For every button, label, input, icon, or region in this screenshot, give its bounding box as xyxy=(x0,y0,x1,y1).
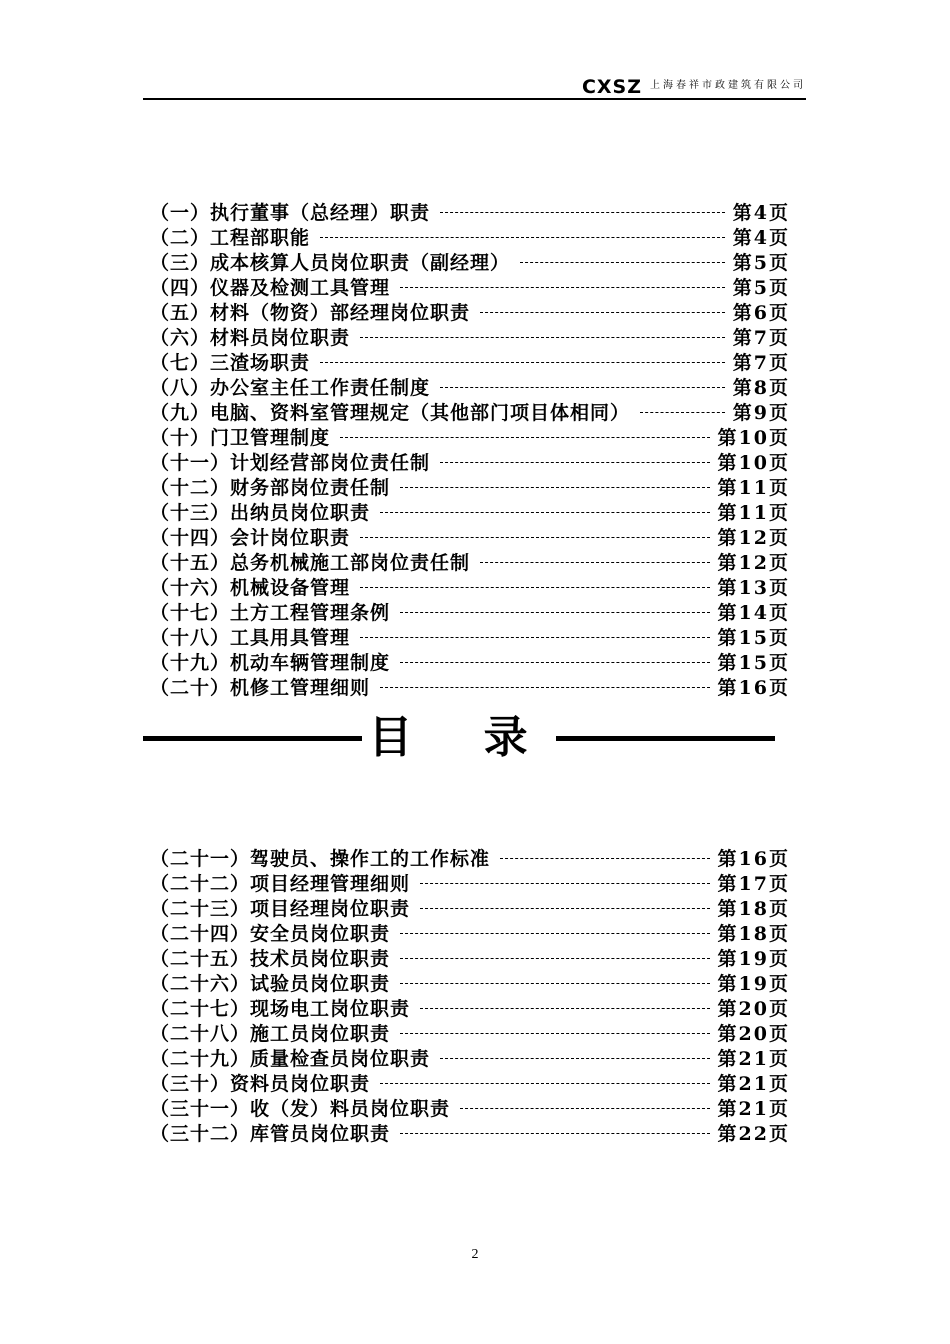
toc-entry-label: （二十三）项目经理岗位职责 xyxy=(150,898,411,920)
toc-entry[interactable] xyxy=(150,945,790,970)
toc-entry-label: （十）门卫管理制度 xyxy=(150,427,331,449)
header-company: 上海春祥市政建筑有限公司 xyxy=(650,80,806,91)
toc-entry[interactable] xyxy=(150,374,790,399)
toc-entry-label: （十二）财务部岗位责任制 xyxy=(150,477,391,499)
toc-leader xyxy=(500,858,710,859)
toc-leader xyxy=(380,512,710,513)
toc-entry[interactable] xyxy=(150,920,790,945)
page-number: 2 xyxy=(471,1247,479,1262)
toc-entry[interactable] xyxy=(150,549,790,574)
toc-entry-label: （十八）工具用具管理 xyxy=(150,627,351,649)
toc-entry-page: 第19页 xyxy=(717,948,790,970)
toc-title: 目 录 xyxy=(368,712,556,763)
toc-entry-page: 第11页 xyxy=(717,477,790,499)
toc-leader xyxy=(640,412,725,413)
toc-leader xyxy=(340,437,710,438)
toc-entry-label: （九）电脑、资料室管理规定（其他部门项目体相同） xyxy=(150,402,631,424)
toc-entry-label: （二十八）施工员岗位职责 xyxy=(150,1023,391,1045)
toc-leader xyxy=(400,487,710,488)
toc-entry-label: （二十六）试验员岗位职责 xyxy=(150,973,391,995)
toc-leader xyxy=(400,983,710,984)
title-rule-right xyxy=(556,736,775,741)
toc-entry-label: （十五）总务机械施工部岗位责任制 xyxy=(150,552,471,574)
toc-entry-page: 第13页 xyxy=(717,577,790,599)
toc-entry[interactable] xyxy=(150,449,790,474)
toc-entry-page: 第5页 xyxy=(732,252,790,274)
toc-list-part2 xyxy=(150,845,790,1145)
toc-entry[interactable] xyxy=(150,424,790,449)
toc-entry[interactable] xyxy=(150,474,790,499)
toc-entry[interactable] xyxy=(150,895,790,920)
toc-leader xyxy=(440,387,725,388)
toc-entry[interactable] xyxy=(150,299,790,324)
toc-entry-label: （二十五）技术员岗位职责 xyxy=(150,948,391,970)
toc-entry[interactable] xyxy=(150,870,790,895)
toc-entry[interactable] xyxy=(150,274,790,299)
toc-entry-label: （十七）土方工程管理条例 xyxy=(150,602,391,624)
toc-entry-label: （十一）计划经营部岗位责任制 xyxy=(150,452,431,474)
toc-entry-label: （二十一）驾驶员、操作工的工作标准 xyxy=(150,848,491,870)
toc-entry-page: 第15页 xyxy=(717,652,790,674)
toc-entry-page: 第18页 xyxy=(717,898,790,920)
toc-title-row xyxy=(143,710,775,766)
toc-entry-label: （五）材料（物资）部经理岗位职责 xyxy=(150,302,471,324)
toc-entry-page: 第8页 xyxy=(732,377,790,399)
toc-leader xyxy=(420,908,710,909)
toc-entry-page: 第16页 xyxy=(717,677,790,699)
toc-entry-page: 第19页 xyxy=(717,973,790,995)
toc-entry-label: （二十九）质量检查员岗位职责 xyxy=(150,1048,431,1070)
toc-leader xyxy=(400,662,710,663)
toc-leader xyxy=(380,687,710,688)
toc-entry-label: （三十）资料员岗位职责 xyxy=(150,1073,371,1095)
toc-entry-label: （六）材料员岗位职责 xyxy=(150,327,351,349)
toc-entry-page: 第11页 xyxy=(717,502,790,524)
toc-leader xyxy=(480,562,710,563)
toc-entry-page: 第5页 xyxy=(732,277,790,299)
toc-entry[interactable] xyxy=(150,649,790,674)
toc-leader xyxy=(400,1133,710,1134)
toc-entry-page: 第10页 xyxy=(717,452,790,474)
header-brand: CXSZ xyxy=(581,76,642,98)
toc-entry-label: （二十四）安全员岗位职责 xyxy=(150,923,391,945)
toc-entry[interactable] xyxy=(150,845,790,870)
toc-entry[interactable] xyxy=(150,349,790,374)
toc-entry-label: （一）执行董事（总经理）职责 xyxy=(150,202,431,224)
toc-entry[interactable] xyxy=(150,199,790,224)
toc-entry-label: （二十七）现场电工岗位职责 xyxy=(150,998,411,1020)
toc-entry-page: 第21页 xyxy=(717,1048,790,1070)
toc-entry-page: 第7页 xyxy=(732,327,790,349)
toc-leader xyxy=(420,883,710,884)
toc-entry-page: 第12页 xyxy=(717,527,790,549)
toc-entry-page: 第9页 xyxy=(732,402,790,424)
toc-entry[interactable] xyxy=(150,399,790,424)
toc-leader xyxy=(440,212,725,213)
toc-entry-label: （二十二）项目经理管理细则 xyxy=(150,873,411,895)
toc-entry-page: 第4页 xyxy=(732,227,790,249)
toc-leader xyxy=(440,1058,710,1059)
toc-entry-label: （二十）机修工管理细则 xyxy=(150,677,371,699)
toc-leader xyxy=(320,237,725,238)
toc-entry-page: 第20页 xyxy=(717,1023,790,1045)
toc-entry-label: （八）办公室主任工作责任制度 xyxy=(150,377,431,399)
toc-leader xyxy=(320,362,725,363)
toc-entry[interactable] xyxy=(150,970,790,995)
toc-entry[interactable] xyxy=(150,1120,790,1145)
toc-entry-page: 第15页 xyxy=(717,627,790,649)
toc-entry-page: 第7页 xyxy=(732,352,790,374)
toc-entry-label: （十六）机械设备管理 xyxy=(150,577,351,599)
toc-entry-label: （七）三渣场职责 xyxy=(150,352,311,374)
toc-leader xyxy=(400,958,710,959)
toc-entry-label: （三十二）库管员岗位职责 xyxy=(150,1123,391,1145)
toc-leader xyxy=(360,587,710,588)
toc-entry-label: （二）工程部职能 xyxy=(150,227,311,249)
toc-entry-page: 第17页 xyxy=(717,873,790,895)
toc-entry[interactable] xyxy=(150,1045,790,1070)
toc-entry[interactable] xyxy=(150,524,790,549)
toc-entry-label: （四）仪器及检测工具管理 xyxy=(150,277,391,299)
toc-entry-label: （三）成本核算人员岗位职责（副经理） xyxy=(150,252,511,274)
toc-entry[interactable] xyxy=(150,499,790,524)
toc-leader xyxy=(400,287,725,288)
toc-entry[interactable] xyxy=(150,674,790,699)
toc-leader xyxy=(360,537,710,538)
toc-entry-page: 第4页 xyxy=(732,202,790,224)
toc-entry[interactable] xyxy=(150,324,790,349)
toc-entry-page: 第12页 xyxy=(717,552,790,574)
toc-entry[interactable] xyxy=(150,574,790,599)
toc-entry-page: 第6页 xyxy=(732,302,790,324)
toc-leader xyxy=(460,1108,710,1109)
toc-entry-page: 第10页 xyxy=(717,427,790,449)
toc-entry-page: 第22页 xyxy=(717,1123,790,1145)
toc-entry-page: 第18页 xyxy=(717,923,790,945)
toc-entry[interactable] xyxy=(150,599,790,624)
toc-entry[interactable] xyxy=(150,224,790,249)
page-header xyxy=(143,72,806,100)
toc-leader xyxy=(480,312,725,313)
toc-leader xyxy=(420,1008,710,1009)
toc-list-part1 xyxy=(150,199,790,699)
toc-entry-page: 第14页 xyxy=(717,602,790,624)
title-rule-left xyxy=(143,736,362,741)
toc-leader xyxy=(520,262,725,263)
toc-leader xyxy=(400,612,710,613)
toc-leader xyxy=(400,1033,710,1034)
toc-entry[interactable] xyxy=(150,995,790,1020)
toc-entry-page: 第20页 xyxy=(717,998,790,1020)
toc-entry-page: 第16页 xyxy=(717,848,790,870)
toc-entry-label: （十四）会计岗位职责 xyxy=(150,527,351,549)
toc-entry-label: （十九）机动车辆管理制度 xyxy=(150,652,391,674)
toc-entry-label: （三十一）收（发）料员岗位职责 xyxy=(150,1098,451,1120)
toc-entry-label: （十三）出纳员岗位职责 xyxy=(150,502,371,524)
toc-entry-page: 第21页 xyxy=(717,1073,790,1095)
toc-entry[interactable] xyxy=(150,1095,790,1120)
toc-leader xyxy=(440,462,710,463)
toc-leader xyxy=(400,933,710,934)
toc-entry-page: 第21页 xyxy=(717,1098,790,1120)
toc-entry[interactable] xyxy=(150,624,790,649)
toc-leader xyxy=(360,637,710,638)
toc-leader xyxy=(380,1083,710,1084)
toc-entry[interactable] xyxy=(150,249,790,274)
toc-leader xyxy=(360,337,725,338)
toc-entry[interactable] xyxy=(150,1070,790,1095)
toc-entry[interactable] xyxy=(150,1020,790,1045)
